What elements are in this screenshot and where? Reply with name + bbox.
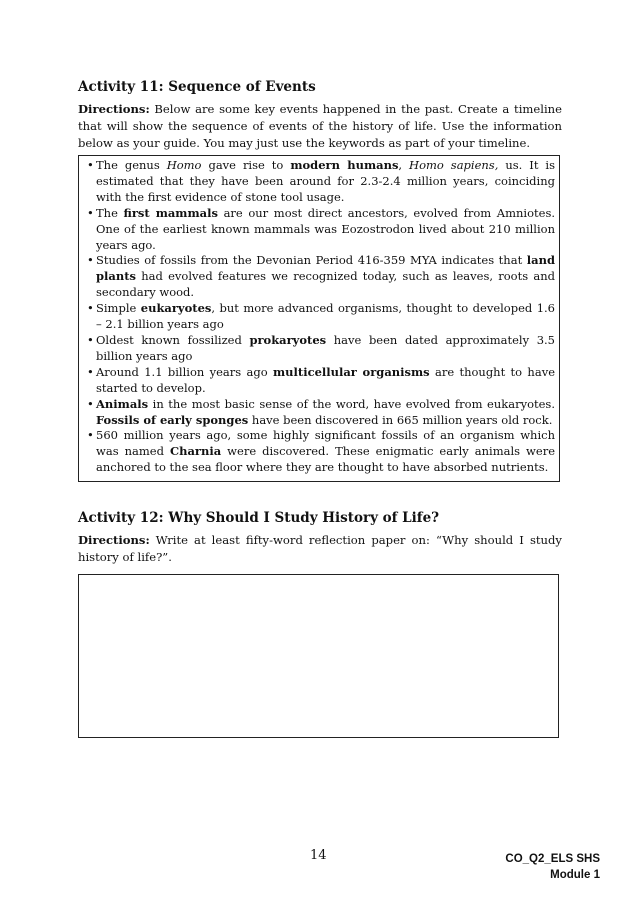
event-item <box>87 206 555 254</box>
activity-11-directions <box>78 101 562 152</box>
event-text: were discovered. These enigmatic early animals were anchored to the sea floor where they are thought to have absorbed nutrients. <box>96 444 555 475</box>
bullet-icon: • <box>87 428 94 443</box>
event-text: Homo <box>166 158 202 172</box>
key-events-list <box>87 158 555 476</box>
activity-12-directions <box>78 532 562 566</box>
bullet-icon: • <box>87 158 94 172</box>
activity-11-heading: Activity 11: Sequence of Events <box>78 79 316 95</box>
directions-text: Write at least fifty-word reflection paper on: “Why should I study history of life?”. <box>78 533 562 564</box>
module-code <box>505 851 600 883</box>
activity-12-heading: Activity 12: Why Should I Study History of Life? <box>78 510 440 526</box>
module-code-line-1: CO_Q2_ELS SHS <box>505 853 600 865</box>
event-keyword: Animals <box>96 396 149 411</box>
event-item <box>87 397 555 429</box>
event-keyword: land plants <box>96 253 555 284</box>
bullet-icon: • <box>87 332 94 347</box>
event-item <box>87 301 555 333</box>
event-text: have been discovered in 665 million years old rock. <box>248 412 553 427</box>
event-text: , <box>398 158 410 172</box>
reflection-answer-box[interactable] <box>78 574 559 738</box>
event-text: Studies of fossils from the Devonian Period 416-359 MYA indicates that <box>96 253 527 268</box>
bullet-icon: • <box>87 253 94 268</box>
event-item <box>87 333 555 365</box>
event-keyword: modern humans <box>290 158 399 172</box>
directions-text: Below are some key events happened in the past. Create a timeline that will show the sequence of events of the history of life. Use the information below as your guide. You may just use the keywords as part of your timeline. <box>78 102 562 150</box>
event-text: in the most basic sense of the word, have evolved from eukaryotes. <box>148 396 555 411</box>
bullet-icon: • <box>87 396 94 411</box>
event-keyword: eukaryotes <box>140 301 212 316</box>
event-text: Around 1.1 billion years ago <box>96 364 273 379</box>
event-keyword: prokaryotes <box>249 332 327 347</box>
event-keyword: first mammals <box>123 205 218 220</box>
event-text: Simple <box>96 301 141 316</box>
event-text: have been dated approximately 3.5 billion years ago <box>96 332 555 363</box>
event-text: us. It is estimated that they have been around for 2.3-2.4 million years, coinciding with the first evidence of stone tool usage. <box>96 158 555 204</box>
event-keyword: Charnia <box>169 444 222 459</box>
event-text: , but more advanced organisms, thought to developed 1.6 – 2.1 billion years ago <box>96 301 555 332</box>
event-text: are thought to have started to develop. <box>96 364 555 395</box>
event-text: The genus <box>96 158 167 172</box>
event-text: gave rise to <box>201 158 291 172</box>
event-text: The <box>96 205 124 220</box>
bullet-icon: • <box>87 205 94 220</box>
bullet-icon: • <box>87 364 94 379</box>
event-text: 560 million years ago, some highly significant fossils of an organism which was named <box>96 428 555 459</box>
event-item <box>87 428 555 476</box>
event-text: are our most direct ancestors, evolved from Amniotes. One of the earliest known mammals was Eozostrodon lived about 210 million years ago. <box>96 205 556 252</box>
event-keyword: multicellular organisms <box>272 364 430 379</box>
module-code-line-2: Module 1 <box>550 869 600 881</box>
event-item <box>87 253 555 301</box>
event-keyword: Fossils of early sponges <box>96 412 249 427</box>
bullet-icon: • <box>87 301 94 316</box>
event-item <box>87 365 555 397</box>
event-text: had evolved features we recognized today, such as leaves, roots and secondary wood. <box>96 269 555 300</box>
event-item <box>87 158 555 206</box>
key-events-box <box>78 155 560 482</box>
event-text: Homo sapiens, <box>409 158 499 172</box>
event-text: Oldest known fossilized <box>96 332 250 347</box>
page-number: 14 <box>310 848 327 863</box>
directions-label: Directions: <box>78 102 150 116</box>
directions-label: Directions: <box>78 533 150 547</box>
